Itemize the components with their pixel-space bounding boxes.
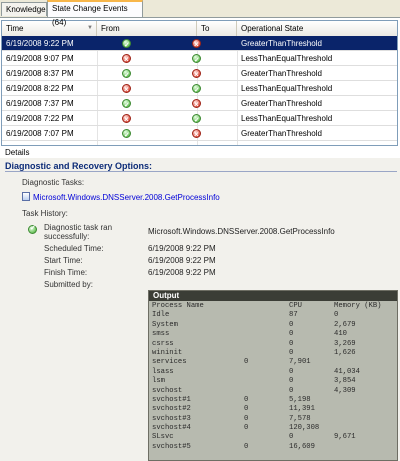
output-cell: 0 [289, 339, 294, 348]
output-cell: SLsvc [152, 433, 174, 442]
output-cell: 0 [289, 348, 294, 357]
row-time: 6/19/2008 7:07 PM [6, 129, 74, 138]
output-cell: smss [152, 330, 170, 339]
from-state-healthy-icon [122, 128, 131, 143]
column-header-to[interactable]: To [197, 21, 237, 36]
output-cell: 87 [289, 311, 298, 320]
output-cell: Idle [152, 311, 170, 320]
output-cell: CPU [289, 302, 302, 310]
output-cell: 0 [244, 358, 249, 367]
output-cell: 41,034 [334, 367, 360, 376]
output-cell: System [152, 320, 178, 329]
start-time-label: Start Time: [44, 256, 83, 265]
row-operational-state: LessThanEqualThreshold [241, 114, 333, 123]
output-cell: 4,309 [334, 386, 356, 395]
table-row[interactable] [2, 96, 397, 111]
start-time-value: 6/19/2008 9:22 PM [148, 256, 216, 265]
row-time: 6/19/2008 7:22 PM [6, 114, 74, 123]
diagnostic-title: Diagnostic and Recovery Options: [5, 161, 153, 171]
tab-knowledge[interactable]: Knowledge [1, 2, 47, 16]
row-operational-state: LessThanEqualThreshold [241, 84, 333, 93]
output-cell: 5,198 [289, 395, 311, 404]
output-cell: 0 [244, 405, 249, 414]
output-cell: Process Name [152, 302, 204, 310]
task-link-getprocessinfo[interactable]: Microsoft.Windows.DNSServer.2008.GetProcessInfo [33, 193, 220, 202]
state-change-grid [1, 20, 398, 146]
column-header-time[interactable]: Time [2, 21, 97, 36]
table-row[interactable] [2, 51, 397, 66]
output-cell: 3,854 [334, 377, 356, 386]
submitted-by-label: Submitted by: [44, 280, 93, 289]
output-cell: 0 [244, 414, 249, 423]
table-row[interactable] [2, 111, 397, 126]
output-cell: 0 [244, 424, 249, 433]
output-cell: 0 [289, 367, 294, 376]
output-cell: wininit [152, 348, 183, 357]
output-cell: 3,269 [334, 339, 356, 348]
output-header: Output [149, 291, 397, 301]
tab-state-change-events[interactable]: State Change Events (64) [47, 0, 143, 17]
task-ran-value: Microsoft.Windows.DNSServer.2008.GetProcessInfo [148, 227, 335, 236]
output-cell: 120,308 [289, 424, 320, 433]
output-cell: svchost [152, 386, 183, 395]
diagnostic-tasks-label: Diagnostic Tasks: [22, 178, 85, 187]
tab-bar [0, 0, 400, 27]
output-cell: 0 [244, 442, 249, 451]
row-time: 6/19/2008 8:22 PM [6, 84, 74, 93]
to-state-critical-icon [192, 128, 201, 143]
row-time: 6/19/2008 9:07 PM [6, 54, 74, 63]
output-cell: 7,578 [289, 414, 311, 423]
finish-time-label: Finish Time: [44, 268, 88, 277]
scheduled-time-value: 6/19/2008 9:22 PM [148, 244, 216, 253]
details-label: Details [5, 148, 30, 157]
row-time: 6/19/2008 7:37 PM [6, 99, 74, 108]
task-ran-label-line2: successfully: [44, 232, 90, 241]
output-cell: lsm [152, 377, 165, 386]
output-cell: csrss [152, 339, 174, 348]
output-cell: 7,901 [289, 358, 311, 367]
row-operational-state: LessThanEqualThreshold [241, 54, 333, 63]
output-cell: 0 [244, 395, 249, 404]
row-operational-state: GreaterThanThreshold [241, 39, 322, 48]
output-cell: Memory (KB) [334, 302, 382, 310]
output-cell: 16,609 [289, 442, 315, 451]
output-cell: 2,679 [334, 320, 356, 329]
title-divider [5, 171, 397, 172]
table-row[interactable] [2, 81, 397, 96]
output-cell: svchost#1 [152, 395, 191, 404]
output-cell: 0 [289, 320, 294, 329]
output-cell: svchost#3 [152, 414, 191, 423]
task-icon [22, 192, 30, 201]
success-icon [28, 225, 37, 234]
finish-time-value: 6/19/2008 9:22 PM [148, 268, 216, 277]
row-time: 6/19/2008 8:37 PM [6, 69, 74, 78]
output-cell: 0 [289, 433, 294, 442]
output-cell: 0 [334, 311, 339, 320]
output-cell: 9,671 [334, 433, 356, 442]
table-row[interactable] [2, 66, 397, 81]
sort-desc-icon: ▼ [87, 25, 93, 31]
task-ran-label-line1: Diagnostic task ran [44, 223, 113, 232]
row-operational-state: GreaterThanThreshold [241, 99, 322, 108]
row-operational-state: GreaterThanThreshold [241, 69, 322, 78]
table-row[interactable] [2, 36, 397, 51]
table-row[interactable] [2, 126, 397, 141]
row-time: 6/19/2008 9:22 PM [6, 39, 74, 48]
output-cell: 1,626 [334, 348, 356, 357]
output-cell: lsass [152, 367, 174, 376]
scheduled-time-label: Scheduled Time: [44, 244, 104, 253]
output-cell: 11,391 [289, 405, 315, 414]
output-cell: svchost#2 [152, 405, 191, 414]
output-cell: services [152, 358, 187, 367]
column-header-from[interactable]: From [97, 21, 197, 36]
output-cell: svchost#4 [152, 424, 191, 433]
output-panel[interactable] [148, 290, 398, 461]
column-header-operational-state[interactable]: Operational State [241, 24, 304, 33]
output-cell: 0 [289, 377, 294, 386]
row-operational-state: GreaterThanThreshold [241, 129, 322, 138]
output-cell: svchost#5 [152, 442, 191, 451]
output-cell: 0 [289, 386, 294, 395]
output-cell: 0 [289, 330, 294, 339]
task-history-label: Task History: [22, 209, 68, 218]
output-cell: 410 [334, 330, 347, 339]
